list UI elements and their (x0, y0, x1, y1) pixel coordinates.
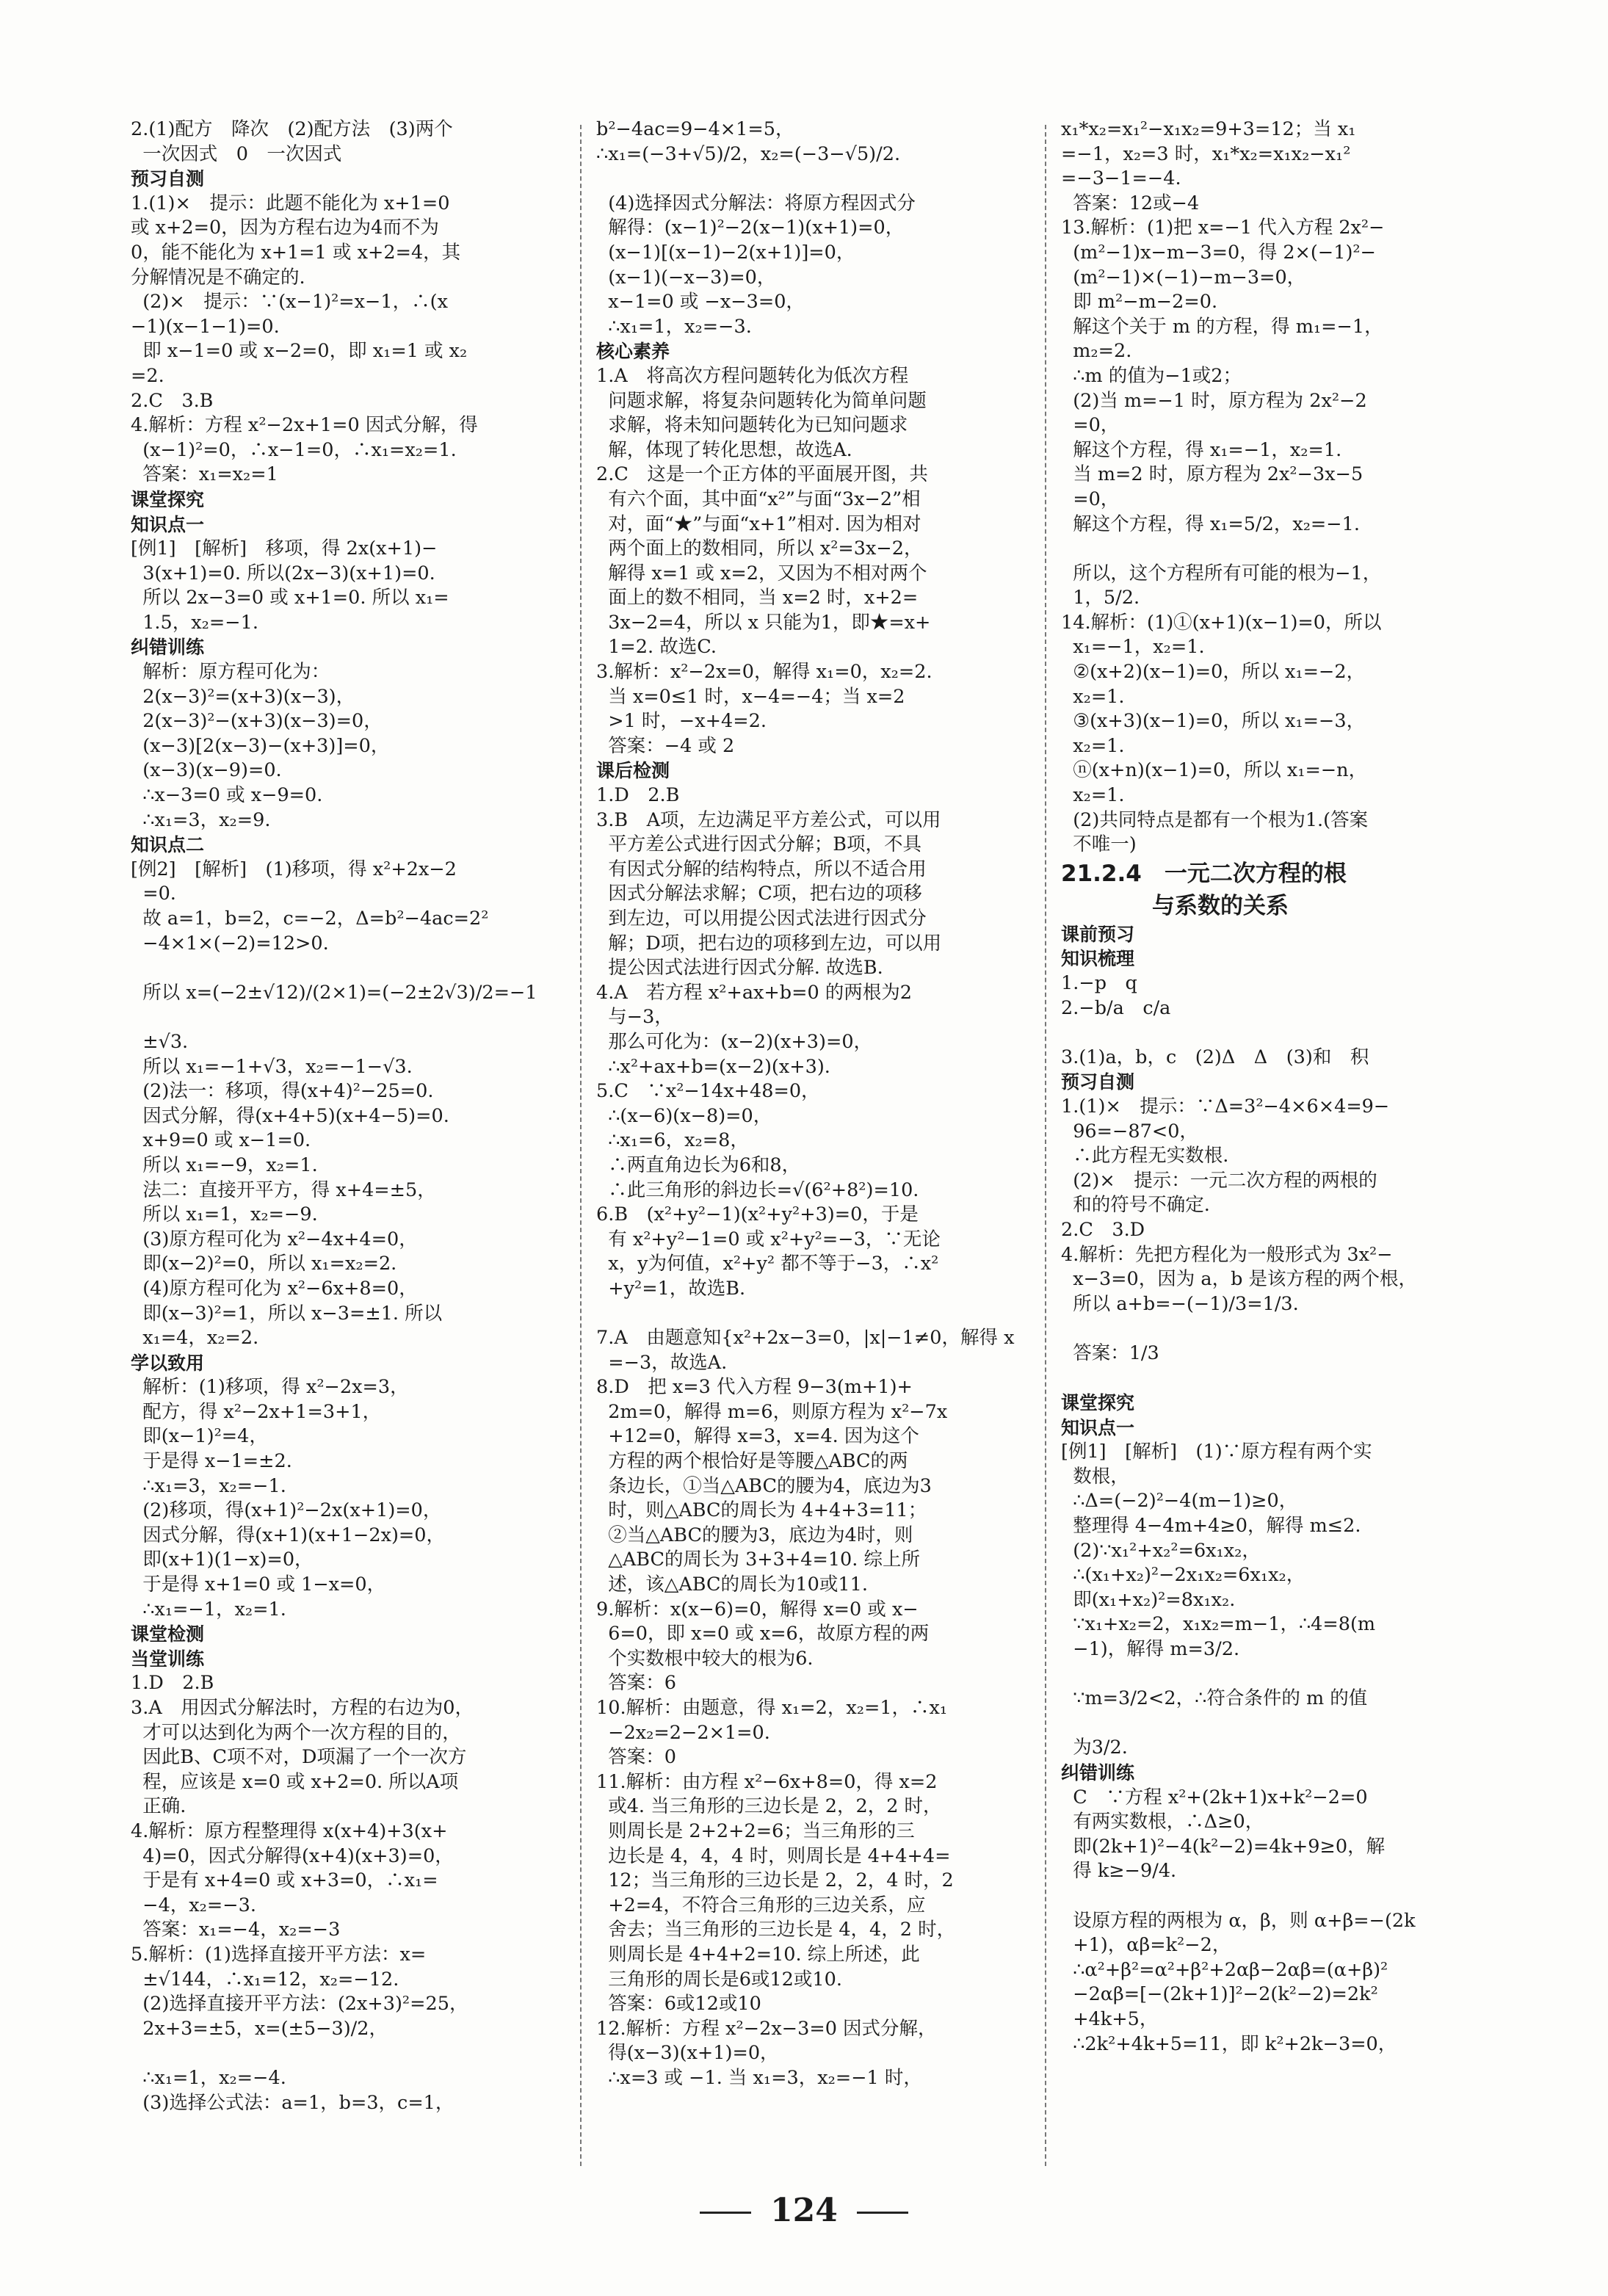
answer-line: 边长是 4，4，4 时，则周长是 4+4+4= (596, 1844, 951, 1867)
answer-line: 两个面上的数相同，所以 x²=3x−2， (596, 537, 923, 560)
answer-line: =0. (131, 883, 176, 905)
answer-line: ②当△ABC的腰为3，底边为4时，则 (596, 1524, 913, 1546)
answer-line: 3.B A项，左边满足平方差公式，可以用 (596, 808, 941, 831)
answer-line: 得(x−3)(x+1)=0， (596, 2042, 779, 2065)
answer-line: +2=4，不符合三角形的三边关系，应 (596, 1894, 926, 1916)
answer-line: 3.(1)a，b，c (2)Δ Δ (3)和 积 (1061, 1046, 1369, 1068)
section-title: 与系数的关系 (1061, 892, 1289, 919)
answer-line: 2.−b/a c/a (1061, 996, 1171, 1019)
answer-line: ∴x₁=(−3+√5)/2，x₂=(−3−√5)/2. (596, 142, 901, 165)
answer-line: −2x₂=2−2×1=0. (596, 1721, 770, 1744)
answer-line: +12=0，解得 x=3，x=4. 因为这个 (596, 1425, 919, 1448)
answer-line: 对，面“★”与面“x+1”相对. 因为相对 (596, 513, 921, 535)
answer-line: +y²=1，故选B. (596, 1277, 746, 1300)
answer-line: (x−3)[2(x−3)−(x+3)]=0， (131, 734, 390, 757)
answer-line: x₂=1. (1061, 734, 1125, 757)
answer-line: (x−3)(x−9)=0. (131, 759, 282, 782)
section-heading: 纠错训练 (1061, 1762, 1135, 1783)
answer-line: (4)选择因式分解法：将原方程因式分 (596, 192, 916, 214)
answer-line: ∴x₁=1，x₂=−4. (131, 2066, 286, 2089)
answer-line: 答案：6 (596, 1672, 676, 1695)
answer-line: 3.A 用因式分解法时，方程的右边为0， (131, 1697, 474, 1719)
answer-line: 程，应该是 x=0 或 x+2=0. 所以A项 (131, 1770, 459, 1793)
column-divider (580, 125, 582, 2166)
answer-line: 则周长是 4+4+2=10. 综上所述，此 (596, 1943, 920, 1966)
answer-line: (2)选择直接开平方法：(2x+3)²=25， (131, 1993, 468, 2016)
answer-line: 所以 x=(−2±√12)/(2×1)=(−2±2√3)/2=−1 (131, 981, 537, 1004)
answer-line: 1.D 2.B (596, 784, 680, 807)
answer-line: 即(2k+1)²−4(k²−2)=4k+9≥0，解 (1061, 1835, 1386, 1858)
answer-line: 答案：12或−4 (1061, 192, 1200, 214)
answer-line: 正确. (131, 1795, 186, 1818)
answer-line: =2. (131, 364, 164, 387)
answer-line (131, 2041, 565, 2066)
answer-line: 时，则△ABC的周长为 4+4+3=11； (596, 1499, 927, 1522)
answer-line: 舍去；当三角形的三边长是 4，4，2 时， (596, 1919, 956, 1941)
answer-line: x₂=1. (1061, 784, 1125, 807)
answer-line: 解这个关于 m 的方程，得 m₁=−1， (1061, 315, 1383, 338)
answer-line: ∴此方程无实数根. (1061, 1145, 1229, 1167)
answer-line: −2αβ=[−(2k+1)]²−2(k²−2)=2k² (1061, 1983, 1378, 2006)
answer-line: 于是得 x−1=±2. (131, 1450, 292, 1473)
answer-line: 那么可化为：(x−2)(x+3)=0， (596, 1030, 873, 1053)
section-heading: 课堂探究 (1061, 1392, 1135, 1414)
answer-line (596, 1302, 1031, 1327)
answer-line: ②(x+2)(x−1)=0，所以 x₁=−2， (1061, 661, 1366, 684)
answer-line: 述，该△ABC的周长为10或11. (596, 1573, 868, 1596)
answer-line (131, 956, 565, 981)
answer-line (1061, 537, 1496, 562)
answer-line: (2)∵x₁²+x₂²=6x₁x₂， (1061, 1539, 1261, 1562)
answer-line: 3x−2=4，所以 x 只能为1，即★=x+ (596, 611, 931, 634)
answer-line: x，y为何值，x²+y² 都不等于−3，∴x² (596, 1253, 939, 1275)
answer-column-3 (1061, 117, 1496, 2057)
answer-line: 解；D项，把右边的项移到左边，可以用 (596, 932, 942, 955)
answer-line: C ∵方程 x²+(2k+1)x+k²−2=0 (1061, 1786, 1368, 1808)
answer-line: =−3，故选A. (596, 1351, 728, 1374)
answer-line: 1.D 2.B (131, 1672, 214, 1695)
answer-line: −4，x₂=−3. (131, 1894, 256, 1916)
answer-line: 答案：x₁=x₂=1 (131, 463, 278, 486)
answer-line: x−3=0，因为 a，b 是该方程的两个根， (1061, 1268, 1418, 1291)
answer-line: x₁=−1，x₂=1. (1061, 636, 1205, 659)
answer-line: 有因式分解的结构特点，所以不适合用 (596, 858, 927, 880)
answer-line: 于是得 x+1=0 或 1−x=0， (131, 1573, 386, 1596)
answer-line: 一次因式 0 一次因式 (131, 142, 342, 165)
answer-line: (2)当 m=−1 时，原方程为 2x²−2 (1061, 389, 1367, 412)
answer-line: 面上的数不相同，当 x=2 时，x+2= (596, 587, 919, 609)
answer-line: 11.解析：由方程 x²−6x+8=0，得 x=2 (596, 1770, 938, 1793)
answer-line: 解这个方程，得 x₁=5/2，x₂=−1. (1061, 513, 1360, 535)
answer-line: ∴x₁=3，x₂=−1. (131, 1474, 286, 1497)
answer-line: 2(x−3)²−(x+3)(x−3)=0， (131, 710, 383, 733)
answer-line: 所以 x₁=1，x₂=−9. (131, 1203, 318, 1226)
answer-line: [例2] [解析] (1)移项，得 x²+2x−2 (131, 858, 457, 880)
answer-line: 或 x+2=0，因为方程右边为4而不为 (131, 217, 439, 239)
answer-line: 才可以达到化为两个一次方程的目的， (131, 1721, 461, 1744)
section-heading: 预习自测 (131, 168, 205, 190)
answer-line: 9.解析：x(x−6)=0，解得 x=0 或 x− (596, 1598, 919, 1620)
answer-line: 2.(1)配方 降次 (2)配方法 (3)两个 (131, 118, 453, 140)
answer-line: 求解，将未知问题转化为已知问题求 (596, 414, 908, 437)
answer-line: =0， (1061, 488, 1120, 510)
answer-line: 4.解析：先把方程化为一般形式为 3x²− (1061, 1243, 1393, 1266)
column-divider (1045, 125, 1046, 2166)
section-heading: 知识点二 (131, 834, 205, 856)
answer-line: 个实数根中较大的根为6. (596, 1647, 814, 1670)
answer-line: △ABC的周长为 3+3+4=10. 综上所 (596, 1549, 920, 1571)
answer-line: 0，能不能化为 x+1=1 或 x+2=4，其 (131, 241, 461, 264)
answer-line: 因式分解，得(x+1)(x+1−2x)=0， (131, 1524, 446, 1546)
answer-line: [例1] [解析] (1)∵原方程有两个实 (1061, 1441, 1372, 1463)
answer-line: 7.A 由题意知{x²+2x−3=0，|x|−1≠0，解得 x (596, 1327, 1015, 1350)
answer-line: 或4. 当三角形的三边长是 2，2，2 时， (596, 1795, 942, 1818)
answer-line: 故 a=1，b=2，c=−2，Δ=b²−4ac=2² (131, 908, 489, 930)
answer-line: 因此B、C项不对，D项漏了一个一次方 (131, 1746, 467, 1769)
answer-line: (m²−1)x−m−3=0，得 2×(−1)²− (1061, 241, 1376, 264)
answer-line (131, 1005, 565, 1030)
answer-line: 12；当三角形的三边长是 2，2，4 时，2 (596, 1869, 954, 1892)
answer-line: 1.(1)× 提示：此题不能化为 x+1=0 (131, 192, 450, 214)
answer-line: ∴x=3 或 −1. 当 x₁=3，x₂=−1 时， (596, 2066, 922, 2089)
answer-line: 2.C 3.D (1061, 1218, 1145, 1241)
answer-line: 当 x=0≤1 时，x−4=−4；当 x=2 (596, 685, 905, 708)
answer-line: (2)× 提示：∵(x−1)²=x−1，∴(x (131, 291, 448, 314)
answer-line: 3.解析：x²−2x=0，解得 x₁=0，x₂=2. (596, 661, 932, 684)
answer-line: 因式分解，得(x+4+5)(x+4−5)=0. (131, 1104, 449, 1127)
answer-line: 所以 2x−3=0 或 x+1=0. 所以 x₁= (131, 587, 449, 609)
answer-line: 条边长，①当△ABC的腰为4，底边为3 (596, 1474, 932, 1497)
answer-line (1061, 1366, 1496, 1391)
answer-line: 设原方程的两根为 α，β，则 α+β=−(2k (1061, 1909, 1416, 1932)
answer-line: 10.解析：由题意，得 x₁=2，x₂=1，∴x₁ (596, 1697, 948, 1719)
answer-line: 所以 a+b=−(−1)/3=1/3. (1061, 1292, 1299, 1315)
answer-line: 三角形的周长是6或12或10. (596, 1968, 842, 1991)
answer-line: 解这个方程，得 x₁=−1，x₂=1. (1061, 438, 1342, 461)
answer-line: 有两实数根，∴Δ≥0， (1061, 1811, 1264, 1833)
answer-line: (x−1)(−x−3)=0， (596, 266, 776, 289)
answer-line: 答案：6或12或10 (596, 1993, 761, 2016)
answer-line: ∴x₁=1，x₂=−3. (596, 315, 752, 338)
section-heading: 课堂检测 (131, 1623, 205, 1645)
answer-line: (3)选择公式法：a=1，b=3，c=1， (131, 2091, 454, 2114)
page-footer (0, 2192, 1608, 2229)
answer-line: 即 x−1=0 或 x−2=0，即 x₁=1 或 x₂ (131, 340, 468, 363)
answer-line: b²−4ac=9−4×1=5， (596, 118, 794, 140)
answer-line: 答案：x₁=−4，x₂=−3 (131, 1919, 341, 1941)
answer-line: 4)=0，因式分解得(x+4)(x+3)=0， (131, 1844, 454, 1867)
answer-line: (2)移项，得(x+1)²−2x(x+1)=0， (131, 1499, 442, 1522)
answer-line: ±√3. (131, 1030, 189, 1053)
answer-line: 和的符号不确定. (1061, 1194, 1210, 1217)
answer-line: 1.−p q (1061, 972, 1137, 994)
answer-line: 答案：−4 或 2 (596, 734, 735, 757)
answer-line: 所以 x₁=−9，x₂=1. (131, 1154, 318, 1176)
answer-line: 5.解析：(1)选择直接开平方法：x= (131, 1943, 427, 1966)
answer-line: 答案：0 (596, 1746, 676, 1769)
answer-line: 有六个面，其中面“x²”与面“3x−2”相 (596, 488, 921, 510)
answer-line: 1.A 将高次方程问题转化为低次方程 (596, 364, 909, 387)
answer-line: 6.B (x²+y²−1)(x²+y²+3)=0，于是 (596, 1203, 919, 1226)
answer-line: 问题求解，将复杂问题转化为简单问题 (596, 389, 927, 412)
section-heading: 核心素养 (596, 341, 670, 363)
answer-line: −1)(x−1−1)=0. (131, 315, 280, 338)
answer-line: ∴x₁=−1，x₂=1. (131, 1598, 286, 1620)
answer-line: 得 k≥−9/4. (1061, 1860, 1177, 1883)
answer-line: 整理得 4−4m+4≥0，解得 m≤2. (1061, 1515, 1361, 1538)
answer-line: 2m=0，解得 m=6，则原方程为 x²−7x (596, 1400, 948, 1423)
answer-line: 3(x+1)=0. 所以(2x−3)(x+1)=0. (131, 562, 435, 584)
section-heading: 知识点一 (1061, 1416, 1135, 1438)
answer-line: +4k+5， (1061, 2007, 1159, 2030)
answer-line: ∴x₁=3，x₂=9. (131, 808, 271, 831)
answer-line: 与−3， (596, 1006, 673, 1029)
section-heading: 课后检测 (596, 760, 670, 782)
answer-line: 6=0，即 x=0 或 x=6，故原方程的两 (596, 1623, 930, 1645)
answer-line: ∵x₁+x₂=2，x₁x₂=m−1，∴4=8(m (1061, 1613, 1376, 1636)
answer-line: 14.解析：(1)①(x+1)(x−1)=0，所以 (1061, 611, 1382, 634)
answer-line: 2(x−3)²=(x+3)(x−3)， (131, 685, 355, 708)
section-heading: 知识梳理 (1061, 948, 1135, 970)
answer-line: 1.5，x₂=−1. (131, 611, 258, 634)
section-heading: 课前预习 (1061, 923, 1135, 945)
answer-line: x−1=0 或 −x−3=0， (596, 291, 805, 314)
section-heading: 当堂训练 (131, 1648, 205, 1670)
answer-line: >1 时，−x+4=2. (596, 710, 767, 733)
answer-line: 8.D 把 x=3 代入方程 9−3(m+1)+ (596, 1376, 913, 1399)
answer-line: x+9=0 或 x−1=0. (131, 1129, 311, 1152)
answer-line: 解析：原方程可化为： (131, 661, 330, 684)
section-title: 21.2.4 一元二次方程的根 (1061, 860, 1347, 887)
answer-line: 解得 x=1 或 x=2，又因为不相对两个 (596, 562, 927, 584)
section-heading: 纠错训练 (131, 637, 205, 659)
answer-line: 即(x−1)²=4， (131, 1425, 268, 1448)
footer-dash-left (700, 2212, 751, 2214)
answer-line (596, 167, 1031, 192)
answer-line: ∴2k²+4k+5=11，即 k²+2k−3=0， (1061, 2032, 1397, 2055)
answer-line: 5.C ∵x²−14x+48=0， (596, 1080, 820, 1103)
answer-line: ∴x²+ax+b=(x−2)(x+3). (596, 1055, 830, 1078)
answer-line: (2)共同特点是都有一个根为1.(答案 (1061, 808, 1369, 831)
answer-line (1061, 1021, 1496, 1046)
answer-line: ∴m 的值为−1或2； (1061, 364, 1242, 387)
answer-line: x₁=4，x₂=2. (131, 1327, 259, 1350)
answer-line: 解，体现了转化思想，故选A. (596, 438, 852, 461)
answer-line: 即(x+1)(1−x)=0， (131, 1549, 314, 1571)
answer-line: (3)原方程可化为 x²−4x+4=0， (131, 1228, 418, 1250)
answer-line: 分解情况是不确定的. (131, 266, 305, 289)
answer-line: x₂=1. (1061, 685, 1125, 708)
answer-line (1061, 1712, 1496, 1737)
answer-line: 2.C 这是一个正方体的平面展开图，共 (596, 463, 928, 486)
answer-line: 4.解析：原方程整理得 x(x+4)+3(x+ (131, 1819, 448, 1842)
answer-line: m₂=2. (1061, 340, 1132, 363)
answer-line: (m²−1)×(−1)−m−3=0， (1061, 266, 1306, 289)
answer-line: ∴(x−6)(x−8)=0， (596, 1104, 772, 1127)
answer-line: (x−1)²=0，∴x−1=0，∴x₁=x₂=1. (131, 438, 457, 461)
answer-line: +1)，αβ=k²−2， (1061, 1934, 1231, 1957)
answer-line: 4.解析：方程 x²−2x+1=0 因式分解，得 (131, 414, 478, 437)
answer-line: 则周长是 2+2+2=6；当三角形的三 (596, 1819, 915, 1842)
answer-line: −1)，解得 m=3/2. (1061, 1638, 1240, 1661)
answer-line: ∴此三角形的斜边长=√(6²+8²)=10. (596, 1178, 919, 1201)
answer-line: 即(x−2)²=0，所以 x₁=x₂=2. (131, 1253, 397, 1275)
answer-line: 12.解析：方程 x²−2x−3=0 因式分解， (596, 2017, 937, 2040)
section-heading: 知识点一 (131, 513, 205, 535)
answer-line: 提公因式法进行因式分解. 故选B. (596, 957, 883, 979)
answer-line: ±√144，∴x₁=12，x₂=−12. (131, 1968, 399, 1991)
answer-line: ∴两直角边长为6和8， (596, 1154, 801, 1176)
answer-line: x₁*x₂=x₁²−x₁x₂=9+3=12；当 x₁ (1061, 118, 1356, 140)
answer-line: ∴x−3=0 或 x−9=0. (131, 784, 323, 807)
answer-line: =−3−1=−4. (1061, 167, 1181, 190)
answer-line: =−1，x₂=3 时，x₁*x₂=x₁x₂−x₁² (1061, 142, 1351, 165)
answer-line: (2)× 提示：一元二次方程的两根的 (1061, 1169, 1377, 1192)
answer-line: 平方差公式进行因式分解；B项，不具 (596, 833, 921, 856)
answer-line: (2)法一：移项，得(x+4)²−25=0. (131, 1080, 434, 1103)
answer-column-1 (131, 117, 565, 2115)
answer-line: 答案：1/3 (1061, 1341, 1159, 1364)
answer-line: 当 m=2 时，原方程为 2x²−3x−5 (1061, 463, 1363, 486)
answer-line: ∵m=3/2<2，∴符合条件的 m 的值 (1061, 1687, 1368, 1710)
answer-line (1061, 1884, 1496, 1909)
answer-line: 解析：(1)移项，得 x²−2x=3， (131, 1376, 409, 1399)
answer-line: 有 x²+y²−1=0 或 x²+y²=−3，∵无论 (596, 1228, 941, 1250)
answer-line: ∴α²+β²=α²+β²+2αβ−2αβ=(α+β)² (1061, 1958, 1388, 1981)
answer-line: =0， (1061, 414, 1120, 437)
answer-line: 1=2. 故选C. (596, 636, 717, 659)
answer-line: 96=−87<0， (1061, 1120, 1198, 1142)
answer-line (1061, 1662, 1496, 1687)
answer-line: 方程的两个根恰好是等腰△ABC的两 (596, 1450, 908, 1473)
answer-line: ∴(x₁+x₂)²−2x₁x₂=6x₁x₂， (1061, 1564, 1305, 1587)
answer-line: 2x+3=±5，x=(±5−3)/2， (131, 2017, 388, 2040)
answer-line: 1，5/2. (1061, 587, 1140, 609)
answer-line: 于是有 x+4=0 或 x+3=0，∴x₁= (131, 1869, 438, 1892)
answer-line: 即(x−3)²=1，所以 x−3=±1. 所以 (131, 1302, 443, 1325)
answer-line: 4.A 若方程 x²+ax+b=0 的两根为2 (596, 981, 913, 1004)
answer-line: (4)原方程可化为 x²−6x+8=0， (131, 1277, 418, 1300)
answer-line: 13.解析：(1)把 x=−1 代入方程 2x²− (1061, 217, 1385, 239)
answer-line: 即(x₁+x₂)²=8x₁x₂. (1061, 1588, 1236, 1611)
section-heading: 预习自测 (1061, 1071, 1135, 1093)
answer-line: 不唯一) (1061, 833, 1137, 856)
answer-line: 解得：(x−1)²−2(x−1)(x+1)=0， (596, 217, 905, 239)
answer-line: 配方，得 x²−2x+1=3+1， (131, 1400, 382, 1423)
answer-line: 即 m²−m−2=0. (1061, 291, 1218, 314)
answer-line: ③(x+3)(x−1)=0，所以 x₁=−3， (1061, 710, 1366, 733)
answer-line: 所以，这个方程所有可能的根为−1， (1061, 562, 1382, 584)
answer-line: ∴x₁=6，x₂=8， (596, 1129, 749, 1152)
answer-line: 数根， (1061, 1465, 1129, 1488)
answer-line: [例1] [解析] 移项，得 2x(x+1)− (131, 537, 438, 560)
answer-line: −4×1×(−2)=12>0. (131, 932, 329, 955)
answer-line: (x−1)[(x−1)−2(x+1)]=0， (596, 241, 855, 264)
answer-line: 因式分解法求解；C项，把右边的项移 (596, 883, 922, 905)
answer-line: 2.C 3.B (131, 389, 214, 412)
answer-line: ⓝ(x+n)(x−1)=0，所以 x₁=−n， (1061, 759, 1368, 782)
page-number: 124 (770, 2192, 838, 2229)
section-heading: 课堂探究 (131, 488, 205, 510)
answer-line: 到左边，可以用提公因式法进行因式分 (596, 908, 927, 930)
answer-line: 法二：直接开平方，得 x+4=±5， (131, 1178, 436, 1201)
answer-line: 为3/2. (1061, 1737, 1128, 1759)
answer-column-2 (596, 117, 1031, 2091)
footer-dash-right (857, 2212, 908, 2214)
answer-line (1061, 1317, 1496, 1341)
answer-line: ∴Δ=(−2)²−4(m−1)≥0， (1061, 1490, 1298, 1513)
section-heading: 学以致用 (131, 1352, 205, 1374)
answer-line: 所以 x₁=−1+√3，x₂=−1−√3. (131, 1055, 413, 1078)
answer-line: 1.(1)× 提示：∵Δ=3²−4×6×4=9− (1061, 1095, 1390, 1118)
